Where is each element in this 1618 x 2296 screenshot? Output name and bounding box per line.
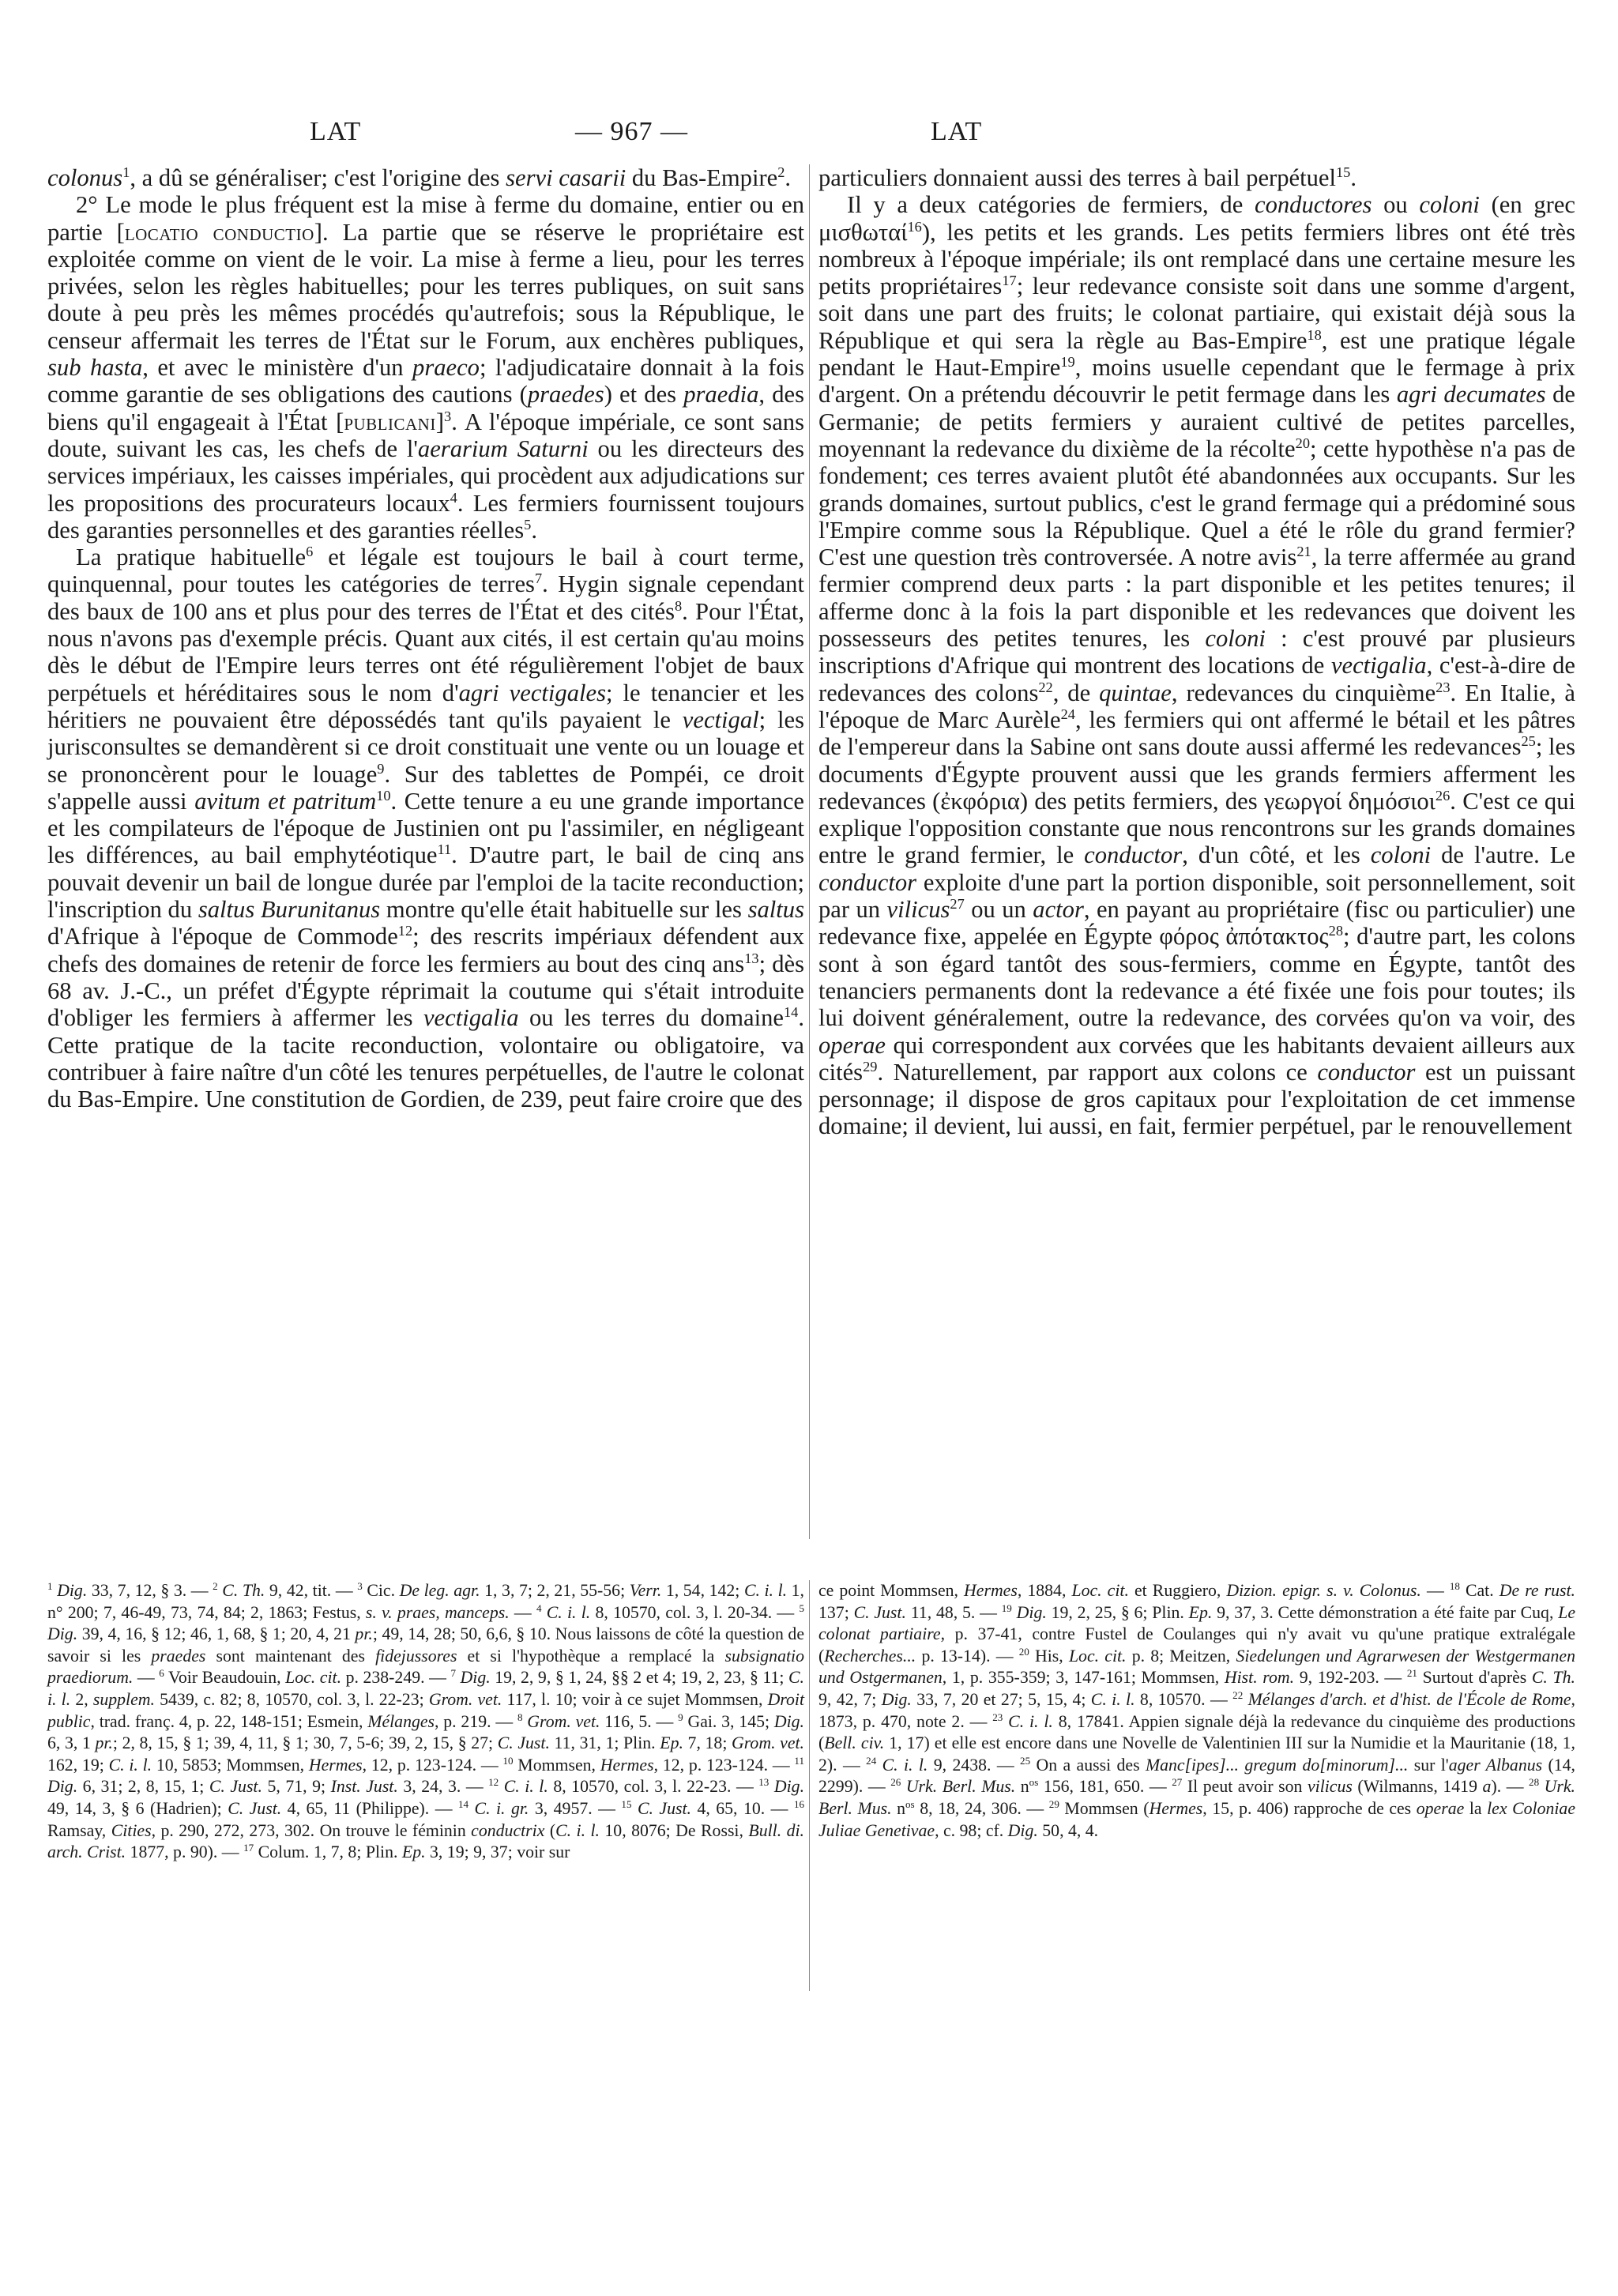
footnote-divider	[809, 1580, 810, 1991]
footnotes-right: ce point Mommsen, Hermes, 1884, Loc. cit. et Ruggiero, Dizion. epigr. s. v. Colonus. — $^{18}$ Cat. De re rust. 137; C. Just. 11, 48, 5. — $^{19}$ Dig. 19, 2, 25, § 6; Plin. Ep. 9, 37, 3. Cette démonstration a été faite par Cuq, Le colonat partiaire, p. 37-41, contre Fustel de Coulanges qui n'y avait vu qu'une pratique extralégale (Recherches... p. 13-14). — $^{20}$ His, Loc. cit. p. 8; Meitzen, Siedelungen und Agrarwesen der Westgermanen und Ostgermanen, 1, p. 355-359; 3, 147-161; Mommsen, Hist. rom. 9, 192-203. — $^{21}$ Surtout d'après C. Th. 9, 42, 7; Dig. 33, 7, 20 et 27; 5, 15, 4; C. i. l. 8, 10570. — $^{22}$ Mélanges d'arch. et d'hist. de l'École de Rome, 1873, p. 470, note 2. — $^{23}$ C. i. l. 8, 17841. Appien signale déjà la redevance du cinquième des productions (Bell. civ. 1, 17) et elle est encore dans une Novelle de Valentinien III sur la Numidie et la Mauritanie (18, 1, 2). — $^{24}$ C. i. l. 9, 2438. — $^{25}$ On a aussi des Manc[ipes]... gregum do[minorum]... sur l'ager Albanus (14, 2299). — $^{26}$ Urk. Berl. Mus. $n^{os}$ 156, 181, 650. — $^{27}$ Il peut avoir son vilicus (Wilmanns, 1419 a). — $^{28}$ Urk. Berl. Mus. $n^{os}$ 8, 18, 24, 306. — $^{29}$ Mommsen (Hermes, 15, p. 406) rapproche de ces operae la lex Coloniae Juliae Genetivae, c. 98; cf. Dig. 50, 4, 4.	[818, 1580, 1576, 1840]
paragraph: Il y a deux catégories de fermiers, de conductores ou coloni (en grec μισθωταί$^{16}$), les petits et les grands. Les petits fermiers libres ont été très nombreux à l'époque impériale; ils ont remplacé dans une certaine mesure les petits propriétaires$^{17}$; leur redevance consiste soit dans une somme d'argent, soit dans une part des fruits; le colonat partiaire, qui existait déjà sous la République et qui sera la règle au Bas-Empire$^{18}$, est une pratique légale pendant le Haut-Empire$^{19}$, moins usuelle cependant que le fermage à prix d'argent. On a prétendu découvrir le petit fermage dans les agri decumates de Germanie; de petits fermiers y auraient cultivé de petites parcelles, moyennant la redevance du dixième de la récolte$^{20}$; cette hypothèse n'a pas de fondement; ces terres avaient plutôt été abandonnées aux occupants. Sur les grands domaines, surtout publics, c'est le grand fermage qui a prédominé sous l'Empire comme sous la République. Quel a été le rôle du grand fermier? C'est une question très controversée. A notre avis$^{21}$, la terre affermée au grand fermier comprend deux parts : la part disponible et les petites tenures; il afferme donc à la fois la part disponible et les redevances que doivent les possesseurs des petites tenures, les coloni : c'est prouvé par plusieurs inscriptions d'Afrique qui montrent des locations de vectigalia, c'est-à-dire de redevances des colons$^{22}$, de quintae, redevances du cinquième$^{23}$. En Italie, à l'époque de Marc Aurèle$^{24}$, les fermiers qui ont affermé le bétail et les pâtres de l'empereur dans la Sabine ont sans doute aussi affermé les redevances$^{25}$; les documents d'Égypte prouvent aussi que les grands fermiers afferment les redevances (ἐκφόρια) des petits fermiers, des γεωργοί δημόσιοι$^{26}$. C'est ce qui explique l'opposition constante que nous rencontrons sur les grands domaines entre le grand fermier, le conductor, d'un côté, et les coloni de l'autre. Le conductor exploite d'une part la portion disponible, soit personnellement, soit par un vilicus$^{27}$ ou un actor, en payant au propriétaire (fisc ou particulier) une redevance fixe, appelée en Égypte φόρος ἀπότακτος$^{28}$; d'autre part, les colons sont à son égard tantôt des sous-fermiers, comme en Égypte, tantôt des tenanciers permanents dont la redevance a été fixée une fois pour toutes; ils lui doivent généralement, outre la redevance, des corvées qu'on va voir, des operae qui correspondent aux corvées que les habitants devaient ailleurs aux cités$^{29}$. Naturellement, par rapport aux colons ce conductor est un puissant personnage; il dispose de gros capitaux pour l'exploitation de cet immense domaine; il devient, lui aussi, en fait, fermier perpétuel, par le renouvellement	[818, 191, 1575, 1140]
running-head-left: LAT	[310, 117, 362, 146]
column-divider	[809, 164, 810, 1539]
page-number: — 967 —	[575, 117, 688, 146]
running-head-right: LAT	[931, 117, 983, 146]
paragraph: colonus$^1$, a dû se généraliser; c'est l'origine des servi casarii du Bas-Empire$^2$.	[47, 164, 792, 191]
paragraph: La pratique habituelle$^6$ et légale est toujours le bail à court terme, quinquennal, pour toutes les catégories de terres$^7$. Hygin signale cependant des baux de 100 ans et plus pour des terres de l'État et des cités$^8$. Pour l'État, nous n'avons pas d'exemple précis. Quant aux cités, il est certain qu'au moins dès le début de l'Empire leurs terres ont été régulièrement l'objet de baux perpétuels et héréditaires sous le nom d'agri vectigales; le tenancier et les héritiers ne pouvaient être dépossédés tant qu'ils payaient le vectigal; les jurisconsultes se demandèrent si ce droit constituait une vente ou un louage et se prononcèrent pour le louage$^9$. Sur des tablettes de Pompéi, ce droit s'appelle aussi avitum et patritum$^{10}$. Cette tenure a eu une grande importance et les compilateurs de l'époque de Justinien ont pu l'assimiler, en négligeant les différences, au bail emphytéotique$^{11}$. D'autre part, le bail de cinq ans pouvait devenir un bail de longue durée par l'emploi de la tacite reconduction; l'inscription du saltus Burunitanus montre qu'elle était habituelle sur les saltus d'Afrique à l'époque de Commode$^{12}$; des rescrits impériaux défendent aux chefs des domaines de retenir de force les fermiers au bout des cinq ans$^{13}$; dès 68 av. J.-C., un préfet d'Égypte réprimait la coutume qui s'était introduite d'obliger les fermiers à affermer les vectigalia ou les terres du domaine$^{14}$. Cette pratique de la tacite reconduction, volontaire ou obligatoire, va contribuer à faire naître d'un côté les tenures perpétuelles, de l'autre le colonat du Bas-Empire. Une constitution de Gordien, de 239, peut faire croire que des	[47, 544, 805, 1113]
paragraph: particuliers donnaient aussi des terres à bail perpétuel$^{15}$.	[818, 164, 1356, 191]
right-text-column	[818, 164, 1575, 1140]
left-text-column	[47, 164, 804, 1112]
paragraph: 2° Le mode le plus fréquent est la mise à ferme du domaine, entier ou en partie [locatio conductio]. La partie que se réserve le propriétaire est exploitée comme on vient de le voir. La mise à ferme a lieu, pour les terres privées, selon les règles habituelles; pour les terres publiques, on suit sans doute à peu près les mêmes procédés qu'autrefois; sous la République, le censeur affermait les terres de l'État sur le Forum, aux enchères publiques, sub hasta, et avec le ministère d'un praeco; l'adjudicataire donnait à la fois comme garantie de ses obligations des cautions (praedes) et des praedia, des biens qu'il engageait à l'État [publicani]$^3$. A l'époque impériale, ce sont sans doute, suivant les cas, les chefs de l'aerarium Saturni ou les directeurs des services impériaux, les caisses impériales, qui procèdent aux adjudications sur les propositions des procurateurs locaux$^4$. Les fermiers fournissent toujours des garanties personnelles et des garanties réelles$^5$.	[47, 191, 805, 544]
footnotes-left: $^1$ Dig. 33, 7, 12, § 3. — $^2$ C. Th. 9, 42, tit. — $^3$ Cic. De leg. agr. 1, 3, 7; 2, 21, 55-56; Verr. 1, 54, 142; C. i. l. 1, n° 200; 7, 46-49, 73, 74, 84; 2, 1863; Festus, s. v. praes, manceps. — $^4$ C. i. l. 8, 10570, col. 3, l. 20-34. — $^5$ Dig. 39, 4, 16, § 12; 46, 1, 68, § 1; 20, 4, 21 pr.; 49, 14, 28; 50, 6,6, § 10. Nous laissons de côté la question de savoir si les praedes sont maintenant des fidejussores et si l'hypothèque a remplacé la subsignatio praediorum. — $^6$ Voir Beaudouin, Loc. cit. p. 238-249. — $^7$ Dig. 19, 2, 9, § 1, 24, §§ 2 et 4; 19, 2, 23, § 11; C. i. l. 2, supplem. 5439, c. 82; 8, 10570, col. 3, l. 22-23; Grom. vet. 117, l. 10; voir à ce sujet Mommsen, Droit public, trad. franç. 4, p. 22, 148-151; Esmein, Mélanges, p. 219. — $^8$ Grom. vet. 116, 5. — $^9$ Gai. 3, 145; Dig. 6, 3, 1 pr.; 2, 8, 15, § 1; 39, 4, 11, § 1; 30, 7, 5-6; 39, 2, 15, § 27; C. Just. 11, 31, 1; Plin. Ep. 7, 18; Grom. vet. 162, 19; C. i. l. 10, 5853; Mommsen, Hermes, 12, p. 123-124. — $^{10}$ Mommsen, Hermes, 12, p. 123-124. — $^{11}$ Dig. 6, 31; 2, 8, 15, 1; C. Just. 5, 71, 9; Inst. Just. 3, 24, 3. — $^{12}$ C. i. l. 8, 10570, col. 3, l. 22-23. — $^{13}$ Dig. 49, 14, 3, § 6 (Hadrien); C. Just. 4, 65, 11 (Philippe). — $^{14}$ C. i. gr. 3, 4957. — $^{15}$ C. Just. 4, 65, 10. — $^{16}$ Ramsay, Cities, p. 290, 272, 273, 302. On trouve le féminin conductrix (C. i. l. 10, 8076; De Rossi, Bull. di. arch. Crist. 1877, p. 90). — $^{17}$ Colum. 1, 7, 8; Plin. Ep. 3, 19; 9, 37; voir sur	[47, 1580, 805, 1862]
